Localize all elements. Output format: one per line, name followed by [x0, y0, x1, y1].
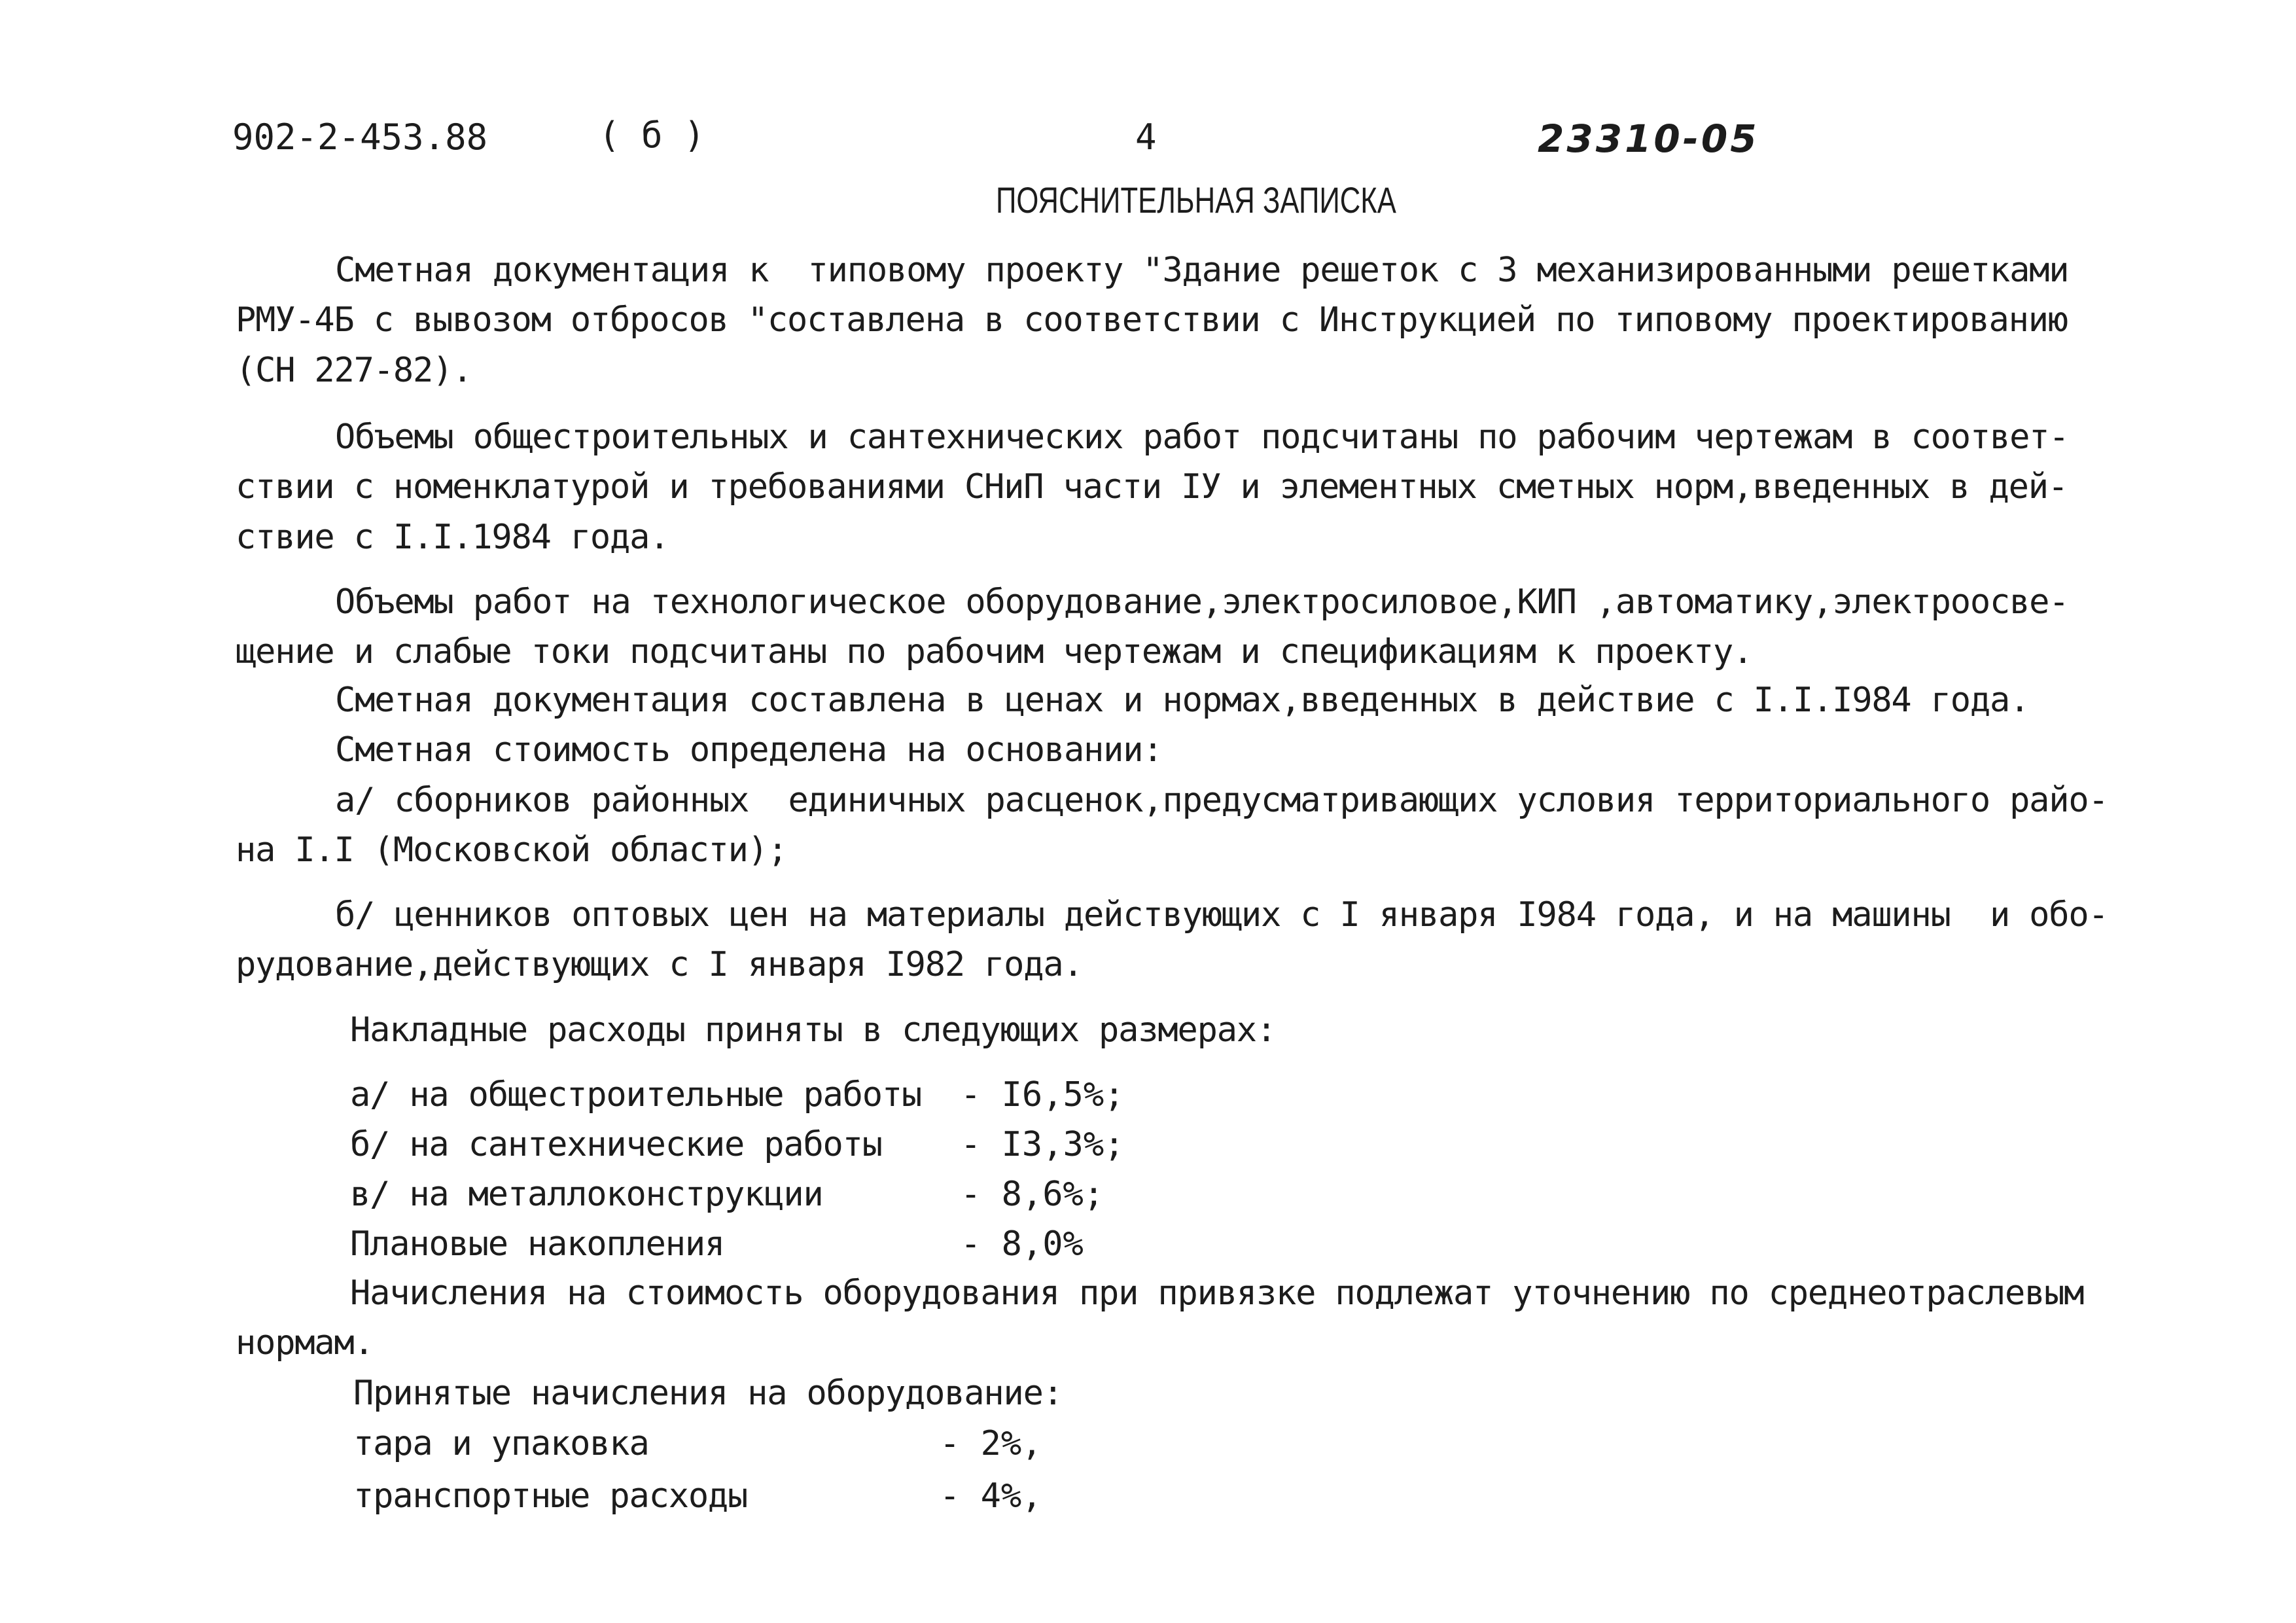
- text-line: б/ ценников оптовых цен на материалы действующих с I января I984 года, и на машины и обо-: [335, 895, 2108, 935]
- text-line: Сметная документация составлена в ценах и нормах,введенных в действие с I.I.I984 года.: [335, 681, 2030, 720]
- text-line: Принятые начисления на оборудование:: [353, 1374, 1063, 1413]
- text-line: РМУ-4Б с вывозом отбросов "составлена в соответствии с Инструкцией по типовому проектированию: [236, 300, 2068, 340]
- text-line: Сметная документация к типовому проекту "Здание решеток с 3 механизированными решетками: [335, 251, 2069, 290]
- handwritten-stamp-number: 23310-05: [1538, 116, 1759, 161]
- document-code: 902-2-453.88: [232, 116, 488, 158]
- text-line: а/ сборников районных единичных расценок,предусматривающих условия территориального райо-: [335, 781, 2108, 820]
- equipment-charge-label: тара и упаковка: [353, 1424, 649, 1463]
- page-number: 4: [1135, 116, 1157, 158]
- overhead-value: - I3,3%;: [961, 1125, 1125, 1164]
- text-line: Объемы общестроительных и сантехнических работ подсчитаны по рабочим чертежам в соответ-: [335, 418, 2069, 457]
- overhead-label: в/ на металлоконструкции: [350, 1175, 823, 1214]
- page-title: ПОЯСНИТЕЛЬНАЯ ЗАПИСКА: [996, 179, 1396, 221]
- sheet-mark: ( б ): [599, 115, 705, 156]
- text-line: (СН 227-82).: [236, 351, 472, 390]
- text-line: ствии с номенклатурой и требованиями СНиП части IУ и элементных сметных норм,введенных в дей-: [236, 467, 2068, 507]
- equipment-charge-value: - 2%,: [940, 1424, 1042, 1463]
- text-line: Объемы работ на технологическое оборудование,электросиловое,КИП ,автоматику,электроосве-: [335, 582, 2069, 622]
- text-line: Сметная стоимость определена на основании:: [335, 730, 1163, 770]
- text-line: Начисления на стоимость оборудования при привязке подлежат уточнению по среднеотраслевым: [350, 1274, 2084, 1313]
- overhead-label: б/ на сантехнические работы: [350, 1125, 882, 1164]
- equipment-charge-value: - 4%,: [940, 1476, 1042, 1516]
- overhead-value: - 8,6%;: [961, 1175, 1104, 1214]
- text-line: на I.I (Московской области);: [236, 830, 787, 870]
- equipment-charge-label: транспортные расходы: [353, 1476, 748, 1516]
- overhead-label: Плановые накопления: [350, 1224, 725, 1264]
- overhead-value: - I6,5%;: [961, 1075, 1125, 1115]
- text-line: ствие с I.I.1984 года.: [236, 518, 669, 557]
- overhead-value: - 8,0%: [961, 1224, 1084, 1264]
- text-line: рудование,действующих с I января I982 года.: [236, 945, 1083, 984]
- text-line: щение и слабые токи подсчитаны по рабочим чертежам и спецификациям к проекту.: [236, 632, 1753, 671]
- text-line: Накладные расходы приняты в следующих размерах:: [350, 1010, 1277, 1050]
- overhead-label: а/ на общестроительные работы: [350, 1075, 922, 1115]
- text-line: нормам.: [236, 1323, 374, 1363]
